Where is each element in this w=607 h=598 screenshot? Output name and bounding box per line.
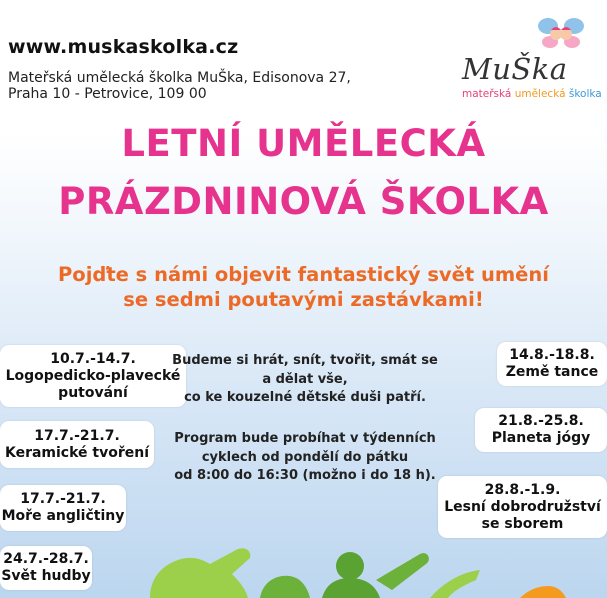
week-dates: 17.7.-21.7. xyxy=(34,427,120,444)
main-title-line-1: LETNÍ UMĚLECKÁ xyxy=(121,122,486,165)
week-card-3 xyxy=(0,485,126,531)
week-card-5 xyxy=(497,342,607,386)
logo-tagline xyxy=(462,88,602,100)
week-name-cont: se sborem xyxy=(481,515,564,532)
week-name: Keramické tvoření xyxy=(4,444,150,461)
intro-text xyxy=(150,352,460,408)
week-dates: 17.7.-21.7. xyxy=(20,491,106,507)
address-line-1: Mateřská umělecká školka MuŠka, Edisonova 27, xyxy=(8,70,351,86)
address-line-2: Praha 10 - Petrovice, 109 00 xyxy=(8,86,207,102)
week-name: Lesní dobrodružství xyxy=(444,498,601,515)
week-card-6 xyxy=(475,408,607,452)
week-card-2 xyxy=(0,421,154,468)
week-card-4 xyxy=(0,546,92,590)
intro-line-3: co ke kouzelné dětské duši patří. xyxy=(184,390,426,405)
website-url[interactable]: www.muskaskolka.cz xyxy=(8,36,239,58)
week-dates: 24.7.-28.7. xyxy=(3,551,89,567)
intro-line-1: Budeme si hrát, snít, tvořit, smát se xyxy=(172,353,438,368)
week-dates: 10.7.-14.7. xyxy=(50,350,136,367)
logo-tagline-word-3: školka xyxy=(568,88,602,100)
program-line-2: cyklech od pondělí do pátku xyxy=(201,449,409,465)
week-name-cont: putování xyxy=(58,384,128,401)
intro-line-2: a dělat vše, xyxy=(262,371,348,387)
week-name: Planeta jógy xyxy=(491,430,591,446)
week-name: Moře angličtiny xyxy=(1,508,125,524)
program-text xyxy=(150,430,460,486)
week-dates: 14.8.-18.8. xyxy=(509,347,595,363)
week-name: Logopedicko-plavecké xyxy=(5,367,181,384)
logo-wordmark: MuŠka xyxy=(462,52,568,86)
week-dates: 21.8.-25.8. xyxy=(498,413,584,429)
program-line-1: Program bude probíhat v týdenních xyxy=(174,431,436,446)
week-name: Země tance xyxy=(505,364,599,380)
subtitle-line-1: Pojďte s námi objevit fantastický svět umění xyxy=(58,263,549,286)
logo-tagline-word-2: umělecká xyxy=(514,88,566,100)
logo-tagline-word-1: mateřská xyxy=(462,88,512,100)
program-line-3: od 8:00 do 16:30 (možno i do 18 h). xyxy=(174,468,436,483)
subtitle-line-2: se sedmi poutavými zastávkami! xyxy=(123,288,484,311)
week-card-7 xyxy=(438,476,607,538)
week-dates: 28.8.-1.9. xyxy=(484,481,561,498)
main-title-line-2: PRÁZDNINOVÁ ŠKOLKA xyxy=(58,180,549,223)
muska-logo xyxy=(462,12,602,102)
address xyxy=(8,70,351,102)
week-name: Svět hudby xyxy=(1,568,91,584)
